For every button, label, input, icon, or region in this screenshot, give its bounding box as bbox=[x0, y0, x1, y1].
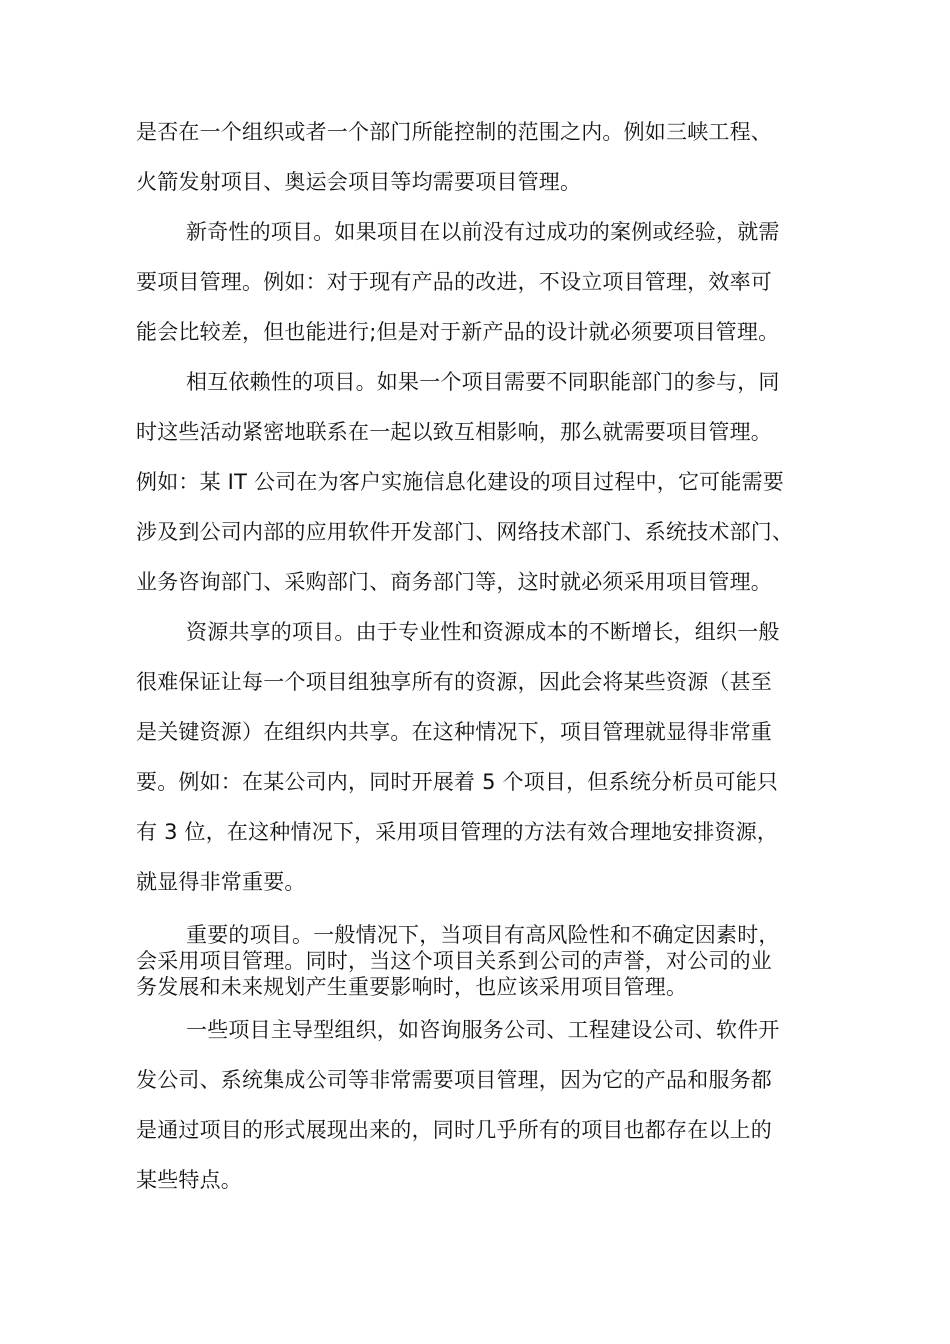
paragraph-shared-resources-start: 资源共享的项目。由于专业性和资源成本的不断增长，组织一般 bbox=[186, 620, 780, 644]
text-line: 时这些活动紧密地联系在一起以致互相影响，那么就需要项目管理。 bbox=[136, 420, 772, 444]
text-line: 能会比较差，但也能进行;但是对于新产品的设计就必须要项目管理。 bbox=[136, 320, 780, 344]
text-line: 就显得非常重要。 bbox=[136, 870, 306, 894]
text-line: 火箭发射项目、奥运会项目等均需要项目管理。 bbox=[136, 170, 582, 194]
text-line: 是通过项目的形式展现出来的，同时几乎所有的项目也都存在以上的 bbox=[136, 1118, 772, 1142]
text-line: 是否在一个组织或者一个部门所能控制的范围之内。例如三峡工程、 bbox=[136, 120, 772, 144]
text-line: 很难保证让每一个项目组独享所有的资源，因此会将某些资源（甚至 bbox=[136, 670, 772, 694]
text-line: 务发展和未来规划产生重要影响时，也应该采用项目管理。 bbox=[136, 975, 688, 999]
paragraph-novel-projects-start: 新奇性的项目。如果项目在以前没有过成功的案例或经验，就需 bbox=[186, 220, 780, 244]
text-line: 例如：某 IT 公司在为客户实施信息化建设的项目过程中，它可能需要 bbox=[136, 470, 784, 494]
text-line: 涉及到公司内部的应用软件开发部门、网络技术部门、系统技术部门、 bbox=[136, 520, 794, 544]
text-line: 要。例如：在某公司内，同时开展着 5 个项目，但系统分析员可能只 bbox=[136, 770, 779, 794]
text-line: 要项目管理。例如：对于现有产品的改进，不设立项目管理，效率可 bbox=[136, 270, 772, 294]
paragraph-interdependent-projects-start: 相互依赖性的项目。如果一个项目需要不同职能部门的参与，同 bbox=[186, 370, 780, 394]
text-line: 有 3 位，在这种情况下，采用项目管理的方法有效合理地安排资源， bbox=[136, 820, 779, 844]
text-line: 是关键资源）在组织内共享。在这种情况下，项目管理就显得非常重 bbox=[136, 720, 772, 744]
text-line: 某些特点。 bbox=[136, 1168, 242, 1192]
text-line: 业务咨询部门、采购部门、商务部门等，这时就必须采用项目管理。 bbox=[136, 570, 772, 594]
text-line: 发公司、系统集成公司等非常需要项目管理，因为它的产品和服务都 bbox=[136, 1068, 772, 1092]
paragraph-important-projects-start: 重要的项目。一般情况下，当项目有高风险性和不确定因素时， bbox=[186, 923, 780, 947]
paragraph-project-oriented-orgs-start: 一些项目主导型组织，如咨询服务公司、工程建设公司、软件开 bbox=[186, 1018, 780, 1042]
text-line: 会采用项目管理。同时，当这个项目关系到公司的声誉，对公司的业 bbox=[136, 949, 772, 973]
